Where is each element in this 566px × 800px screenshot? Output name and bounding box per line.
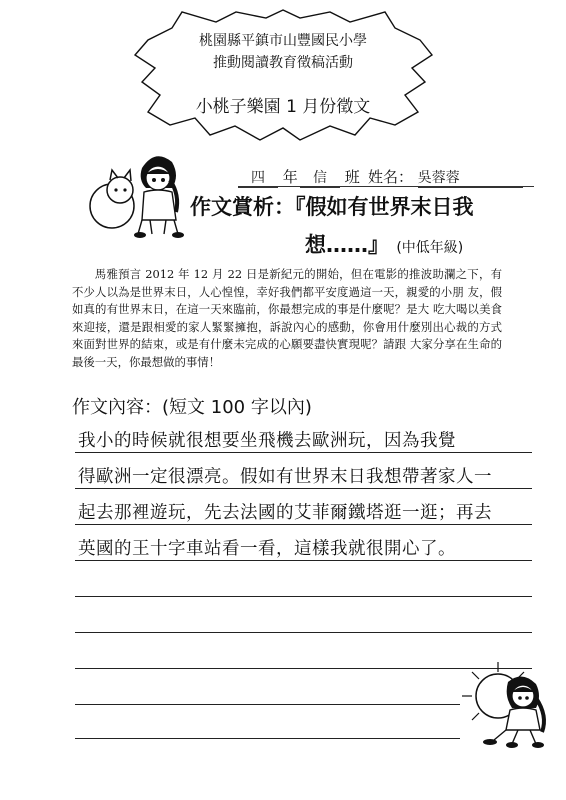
writing-line	[75, 704, 460, 705]
topic-grade-note: (中低年級)	[396, 240, 464, 256]
writing-line	[75, 596, 532, 597]
writing-line	[75, 488, 532, 489]
name-field	[368, 166, 523, 188]
grade-label: 年	[282, 168, 298, 186]
handwritten-line: 我小的時候就很想要坐飛機去歐洲玩，因為我覺	[78, 431, 456, 451]
school-name: 桃園縣平鎮市山豐國民小學	[199, 33, 367, 49]
grade-value: 四	[238, 167, 278, 188]
intro-paragraph: 馬雅預言 2012 年 12 月 22 日是新紀元的開始，但在電影的推波助瀾之下，有不少人以為是世界末日，人心惶惶，幸好我們都平安度過這一天，親愛的小朋 友，假如真的有世界末日，在這一天來臨前，你最想完成的事是什麼呢？是大 吃大喝以美食來迎接，還是跟相愛的家人緊緊擁抱，訴說內心的感動，你會用什麼別出心裁的方式來面對世界的結束，或是有什麼未完成的心願要盡快實現呢？請跟 大家分享在生命的最後一天，你最想做的事情！	[72, 267, 502, 369]
handwritten-line: 起去那裡遊玩，先去法國的艾菲爾鐵塔逛一逛；再去	[78, 503, 492, 523]
handwritten-line: 英國的王十字車站看一看，這樣我就很開心了。	[78, 539, 456, 559]
girl-with-sun-illustration	[460, 660, 552, 750]
writing-line	[75, 524, 532, 525]
girl-with-cat-illustration	[80, 140, 190, 240]
topic-title-line2	[305, 229, 463, 259]
class-field	[300, 166, 360, 188]
writing-line	[75, 632, 532, 633]
name-label: 姓名：	[368, 168, 414, 186]
name-row-underline	[238, 186, 534, 187]
topic-title-line1: 作文賞析：『假如有世界末日我	[190, 195, 474, 219]
topic-title-line2-text: 想……』	[305, 233, 389, 257]
class-value: 信	[300, 167, 340, 188]
handwritten-line: 得歐洲一定很漂亮。假如有世界末日我想帶著家人一	[78, 467, 492, 487]
grade-field	[238, 166, 298, 188]
writing-line	[75, 738, 460, 739]
header-burst	[0, 0, 566, 150]
class-label: 班	[344, 168, 360, 186]
writing-line	[75, 560, 532, 561]
writing-line	[75, 452, 532, 453]
content-section-label: 作文內容：(短文 100 字以內)	[72, 397, 312, 418]
contest-title: 小桃子樂園 1 月份徵文	[195, 97, 371, 117]
event-name: 推動閱讀教育徵稿活動	[213, 55, 353, 71]
name-value: 吳蓉蓉	[418, 167, 523, 188]
